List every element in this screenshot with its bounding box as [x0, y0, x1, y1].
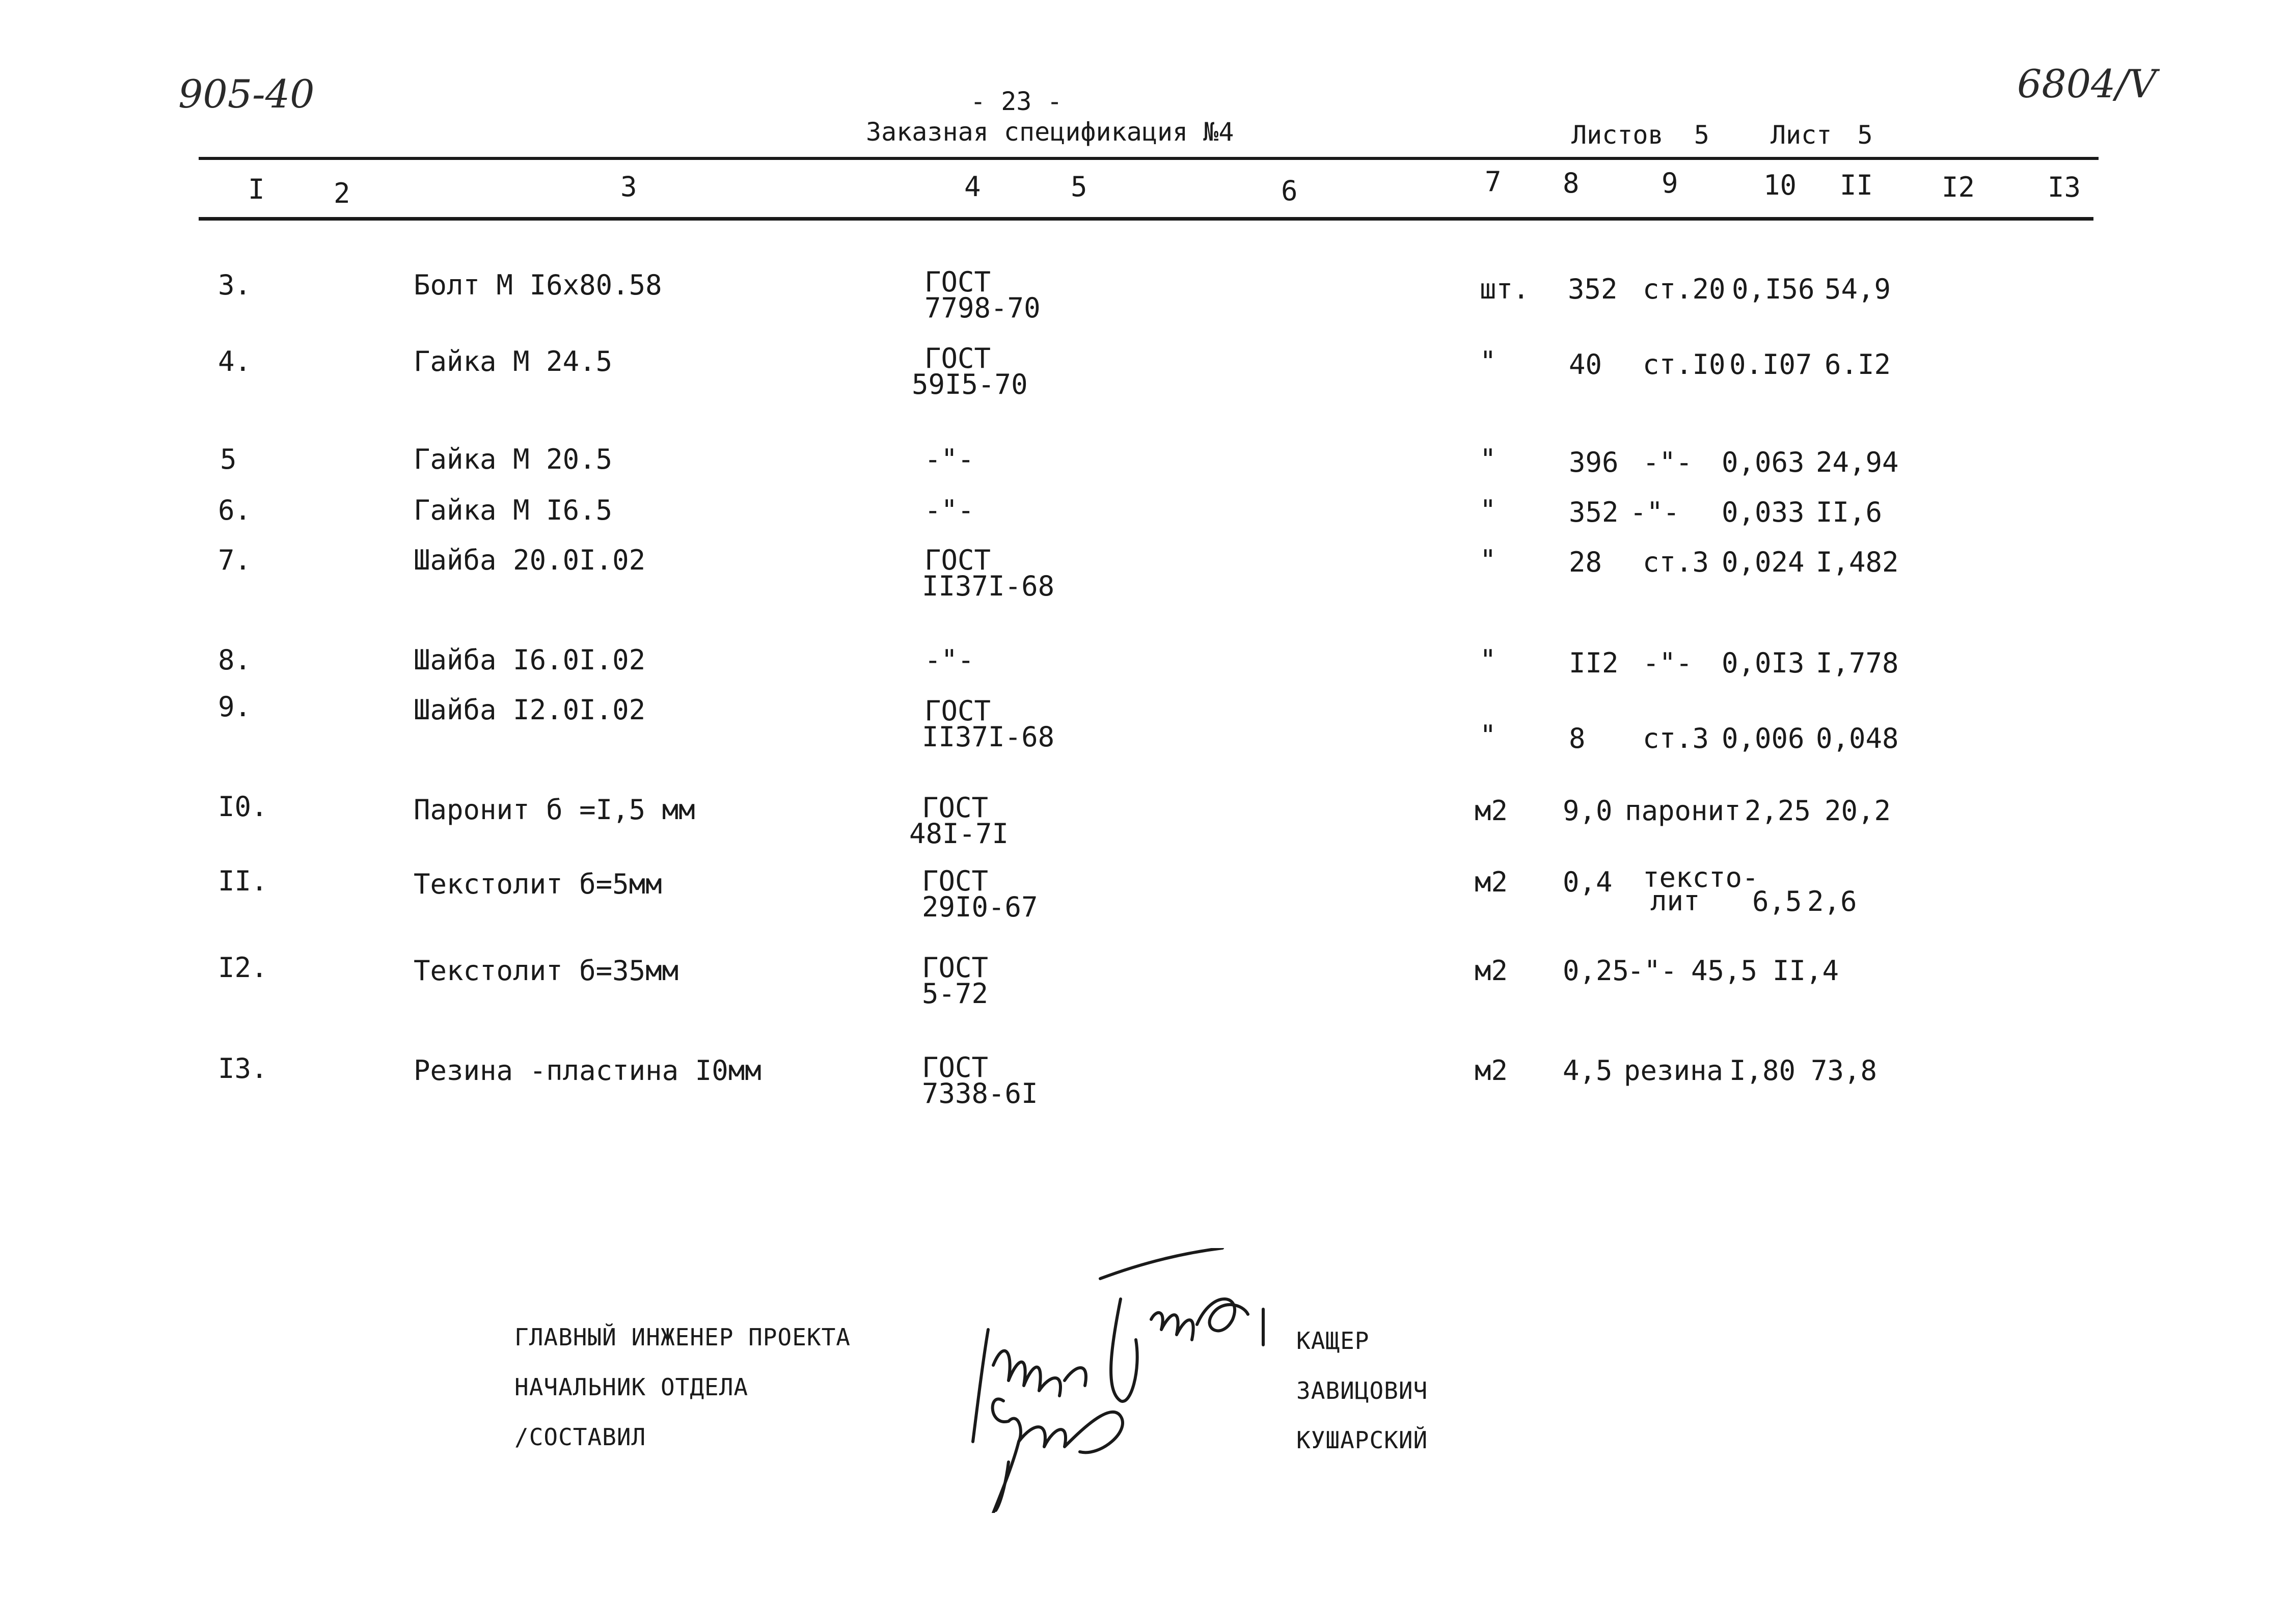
sheet-info — [1571, 120, 1873, 150]
row-total-mass: II,4 — [1773, 955, 1839, 987]
col-6-number: 6 — [1281, 175, 1298, 207]
row-total-mass: 54,9 — [1825, 273, 1891, 305]
row-doc: ГОСТ 29I0-67 — [922, 865, 1038, 924]
row-unit: " — [1480, 494, 1496, 526]
row-name: Резина -пластина I0мм — [414, 1054, 761, 1087]
signature-role-3: /СОСТАВИЛ — [514, 1423, 646, 1451]
handwritten-signature — [958, 1248, 1304, 1513]
row-pos: I2. — [218, 952, 268, 984]
page-number: - 23 - — [970, 87, 1063, 116]
row-total-mass: II,6 — [1816, 496, 1883, 528]
album-code: 6804/V — [2017, 61, 2157, 106]
row-name: Гайка М 20.5 — [414, 443, 613, 475]
signature-name-3: КУШАРСКИЙ — [1296, 1426, 1428, 1454]
row-total-mass: I,778 — [1816, 647, 1899, 679]
col-2-number: 2 — [334, 177, 350, 209]
col-13-number: I3 — [2048, 171, 2081, 203]
row-unit-mass: 0,006 — [1722, 722, 1805, 754]
col-11-number: II — [1840, 169, 1873, 201]
row-qty: 396 — [1569, 446, 1619, 478]
row-pos: 6. — [218, 494, 252, 526]
row-unit: " — [1480, 719, 1496, 751]
row-doc: -"- — [924, 494, 974, 526]
row-unit: " — [1480, 544, 1496, 576]
row-material: -"- — [1630, 496, 1680, 528]
row-qty: 9,0 — [1563, 795, 1613, 827]
row-qty: 352 — [1568, 273, 1618, 305]
row-unit-mass: 0,024 — [1722, 546, 1805, 578]
row-total-mass: 0,048 — [1816, 722, 1899, 754]
row-material: ст.20 — [1643, 273, 1726, 305]
row-doc: -"- — [924, 443, 974, 475]
row-total-mass: 2,6 — [1807, 885, 1857, 917]
col-3-number: 3 — [620, 171, 637, 203]
row-unit: " — [1480, 345, 1496, 377]
row-doc: ГОСТ 59I5-70 — [912, 342, 1028, 401]
page-title: Заказная спецификация №4 — [866, 117, 1234, 147]
row-material: паронит — [1625, 795, 1741, 827]
row-qty: 0,4 — [1563, 866, 1613, 898]
row-unit: шт. — [1480, 273, 1530, 305]
row-doc: ГОСТ 5-72 — [922, 952, 989, 1010]
row-pos: II. — [218, 865, 268, 897]
row-unit: " — [1480, 443, 1496, 475]
row-total-mass: I,482 — [1816, 546, 1899, 578]
row-unit: м2 — [1475, 866, 1508, 898]
col-9-number: 9 — [1662, 167, 1678, 199]
row-pos: I3. — [218, 1052, 268, 1085]
row-material: -"- — [1643, 647, 1693, 679]
row-pos: 7. — [218, 544, 252, 576]
row-qty: 8 — [1569, 722, 1586, 754]
row-name: Гайка М I6.5 — [414, 494, 613, 526]
row-pos: I0. — [218, 791, 268, 823]
row-doc: ГОСТ 7798-70 — [924, 266, 1041, 324]
row-pos: 8. — [218, 644, 252, 676]
sheet-current: 5 — [1857, 120, 1873, 150]
row-material: -"- — [1627, 955, 1677, 987]
row-material: ст.I0 — [1643, 348, 1726, 381]
row-unit-mass: 6,5 — [1752, 885, 1802, 917]
row-total-mass: 20,2 — [1825, 795, 1891, 827]
header-rule-bottom — [199, 217, 2093, 221]
row-unit: м2 — [1475, 955, 1508, 987]
row-unit: " — [1480, 644, 1496, 676]
row-material: резина — [1624, 1054, 1724, 1087]
row-qty: 40 — [1569, 348, 1602, 381]
row-material: тексто- лит — [1643, 861, 1759, 917]
row-pos: 5 — [220, 443, 237, 475]
row-name: Текстолит б=5мм — [414, 868, 662, 900]
col-8-number: 8 — [1563, 167, 1580, 199]
col-1-number: I — [248, 173, 265, 205]
col-7-number: 7 — [1485, 166, 1502, 198]
signature-role-1: ГЛАВНЫЙ ИНЖЕНЕР ПРОЕКТА — [514, 1323, 851, 1351]
row-pos: 9. — [218, 691, 252, 723]
row-material: ст.3 — [1643, 722, 1709, 754]
row-unit-mass: 0,I56 — [1732, 273, 1815, 305]
row-name: Шайба 20.0I.02 — [414, 544, 646, 576]
row-doc: ГОСТ 7338-6I — [922, 1051, 1038, 1110]
row-unit-mass: 2,25 — [1745, 795, 1811, 827]
row-name: Паронит б =I,5 мм — [414, 794, 695, 826]
doc-code: 905-40 — [178, 71, 315, 117]
row-name: Гайка М 24.5 — [414, 345, 613, 377]
col-12-number: I2 — [1942, 171, 1975, 203]
row-doc: ГОСТ II37I-68 — [922, 695, 1055, 753]
sheet-label: Лист — [1770, 120, 1832, 150]
row-qty: 28 — [1569, 546, 1602, 578]
row-unit-mass: 0.I07 — [1729, 348, 1812, 381]
row-total-mass: 24,94 — [1816, 446, 1899, 478]
row-material: -"- — [1643, 446, 1693, 478]
row-doc: ГОСТ II37I-68 — [922, 544, 1055, 603]
row-unit: м2 — [1475, 795, 1508, 827]
row-unit-mass: 0,0I3 — [1722, 647, 1805, 679]
row-pos: 3. — [218, 269, 252, 301]
signature-name-1: КАЩЕР — [1296, 1327, 1370, 1355]
row-name: Текстолит б=35мм — [414, 955, 679, 987]
col-5-number: 5 — [1071, 171, 1087, 203]
header-rule-top — [199, 157, 2099, 160]
row-unit-mass: 0,063 — [1722, 446, 1805, 478]
row-material: ст.3 — [1643, 546, 1709, 578]
row-name: Шайба I6.0I.02 — [414, 644, 646, 676]
row-total-mass: 73,8 — [1811, 1054, 1877, 1087]
sheets-total: 5 — [1694, 120, 1709, 150]
row-unit-mass: I,80 — [1729, 1054, 1796, 1087]
signature-role-2: НАЧАЛЬНИК ОТДЕЛА — [514, 1373, 749, 1401]
row-unit-mass: 0,033 — [1722, 496, 1805, 528]
signature-name-2: ЗАВИЦОВИЧ — [1296, 1377, 1428, 1404]
row-doc: -"- — [924, 644, 974, 676]
row-doc: ГОСТ 48I-7I — [909, 792, 1009, 850]
col-4-number: 4 — [964, 171, 981, 203]
row-qty: 4,5 — [1563, 1054, 1613, 1087]
row-pos: 4. — [218, 345, 252, 377]
row-qty: II2 — [1569, 647, 1619, 679]
row-total-mass: 6.I2 — [1825, 348, 1891, 381]
row-name: Болт М I6x80.58 — [414, 269, 662, 301]
sheets-label: Листов — [1571, 120, 1664, 150]
row-unit-mass: 45,5 — [1691, 955, 1758, 987]
col-10-number: 10 — [1763, 169, 1797, 201]
row-name: Шайба I2.0I.02 — [414, 694, 646, 726]
row-unit: м2 — [1475, 1054, 1508, 1087]
row-qty: 352 — [1569, 496, 1619, 528]
row-qty: 0,25 — [1563, 955, 1629, 987]
